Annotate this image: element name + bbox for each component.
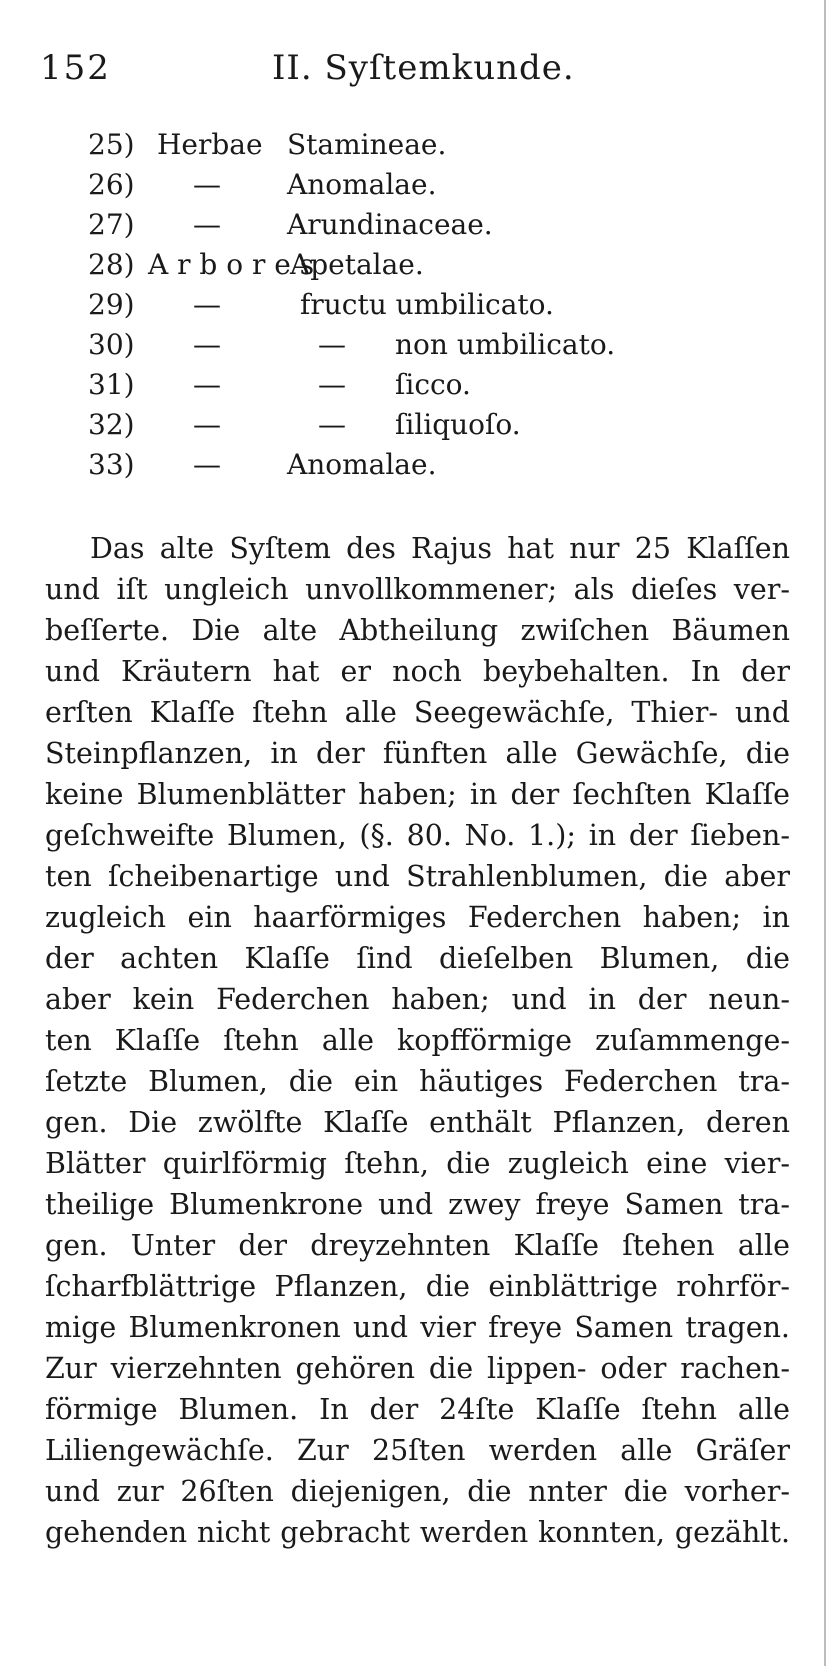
list-item <box>0 328 830 368</box>
item-subgroup: fructu umbilicato. <box>300 288 554 321</box>
text-line: Blätter quirlförmig ſtehn, die zugleich eine vier- <box>45 1147 790 1180</box>
item-number: 32) <box>88 408 135 441</box>
item-group: — <box>193 368 221 401</box>
text-line: Das alte Syſtem des Rajus hat nur 25 Klaſſen <box>90 532 790 565</box>
text-line: der achten Klaſſe ſind dieſelben Blumen, die <box>45 942 790 975</box>
text-line: gen. Die zwölfte Klaſſe enthält Pflanzen, deren <box>45 1106 790 1139</box>
list-item <box>0 448 830 488</box>
item-number: 26) <box>88 168 135 201</box>
item-name: Arundinaceae. <box>287 208 493 241</box>
text-line: beſſerte. Die alte Abtheilung zwiſchen Bäumen <box>45 614 790 647</box>
list-item <box>0 368 830 408</box>
text-line: ſcharfblättrige Pflanzen, die einblättrige rohrför- <box>45 1270 790 1303</box>
item-name: ſicco. <box>395 368 471 401</box>
item-group: — <box>193 168 221 201</box>
item-number: 27) <box>88 208 135 241</box>
text-line: und iſt ungleich unvollkommener; als dieſes ver- <box>45 573 790 606</box>
text-line: aber kein Federchen haben; und in der neun- <box>45 983 790 1016</box>
text-line: mige Blumenkronen und vier freye Samen tragen. <box>45 1311 790 1344</box>
item-group: — <box>193 208 221 241</box>
item-number: 31) <box>88 368 135 401</box>
item-number: 25) <box>88 128 135 161</box>
item-number: 30) <box>88 328 135 361</box>
item-group: A r b o r e s <box>148 248 315 281</box>
item-group: — <box>193 288 221 321</box>
text-line: keine Blumenblätter haben; in der ſechſten Klaſſe <box>45 778 790 811</box>
text-line: gehenden nicht gebracht werden konnten, gezählt. <box>45 1516 790 1549</box>
body-paragraph <box>45 528 790 1553</box>
item-subgroup: — <box>318 328 346 361</box>
item-group: — <box>193 408 221 441</box>
text-line: geſchweifte Blumen, (§. 80. No. 1.); in der ſieben- <box>45 819 790 852</box>
item-number: 29) <box>88 288 135 321</box>
list-item <box>0 208 830 248</box>
text-line: theilige Blumenkrone und zwey freye Samen tra- <box>45 1188 790 1221</box>
item-group: Herbae <box>157 128 263 161</box>
item-name: Anomalae. <box>287 168 437 201</box>
text-line: förmige Blumen. In der 24ſte Klaſſe ſtehn alle <box>45 1393 790 1426</box>
item-group: — <box>193 328 221 361</box>
list-item <box>0 408 830 448</box>
class-list <box>0 128 830 488</box>
text-line: ten Klaſſe ſtehn alle kopfförmige zuſammenge- <box>45 1024 790 1057</box>
page-number: 152 <box>40 48 111 88</box>
list-item <box>0 168 830 208</box>
text-line: gen. Unter der dreyzehnten Klaſſe ſtehen alle <box>45 1229 790 1262</box>
text-line: ſetzte Blumen, die ein häutiges Federchen tra- <box>45 1065 790 1098</box>
item-name: non umbilicato. <box>395 328 616 361</box>
item-number: 33) <box>88 448 135 481</box>
item-name: ſiliquoſo. <box>395 408 521 441</box>
item-subgroup: — <box>318 408 346 441</box>
text-line: und Kräutern hat er noch beybehalten. In der <box>45 655 790 688</box>
text-line: Steinpflanzen, in der fünften alle Gewächſe, die <box>45 737 790 770</box>
text-line: und zur 26ſten diejenigen, die nnter die vorher- <box>45 1475 790 1508</box>
text-line: Liliengewächſe. Zur 25ſten werden alle Gräſer <box>45 1434 790 1467</box>
text-line: ten ſcheibenartige und Strahlenblumen, die aber <box>45 860 790 893</box>
page-header <box>40 48 740 100</box>
item-subgroup: — <box>318 368 346 401</box>
text-line: erſten Klaſſe ſtehn alle Seegewächſe, Thier- und <box>45 696 790 729</box>
list-item <box>0 288 830 328</box>
running-head: II. Syſtemkunde. <box>272 48 575 88</box>
list-item <box>0 128 830 168</box>
item-name: Anomalae. <box>287 448 437 481</box>
text-line: zugleich ein haarförmiges Federchen haben; in <box>45 901 790 934</box>
item-group: — <box>193 448 221 481</box>
text-line: Zur vierzehnten gehören die lippen- oder rachen- <box>45 1352 790 1385</box>
item-name: Apetalae. <box>290 248 424 281</box>
item-name: Stamineae. <box>287 128 447 161</box>
item-number: 28) <box>88 248 135 281</box>
list-item <box>0 248 830 288</box>
